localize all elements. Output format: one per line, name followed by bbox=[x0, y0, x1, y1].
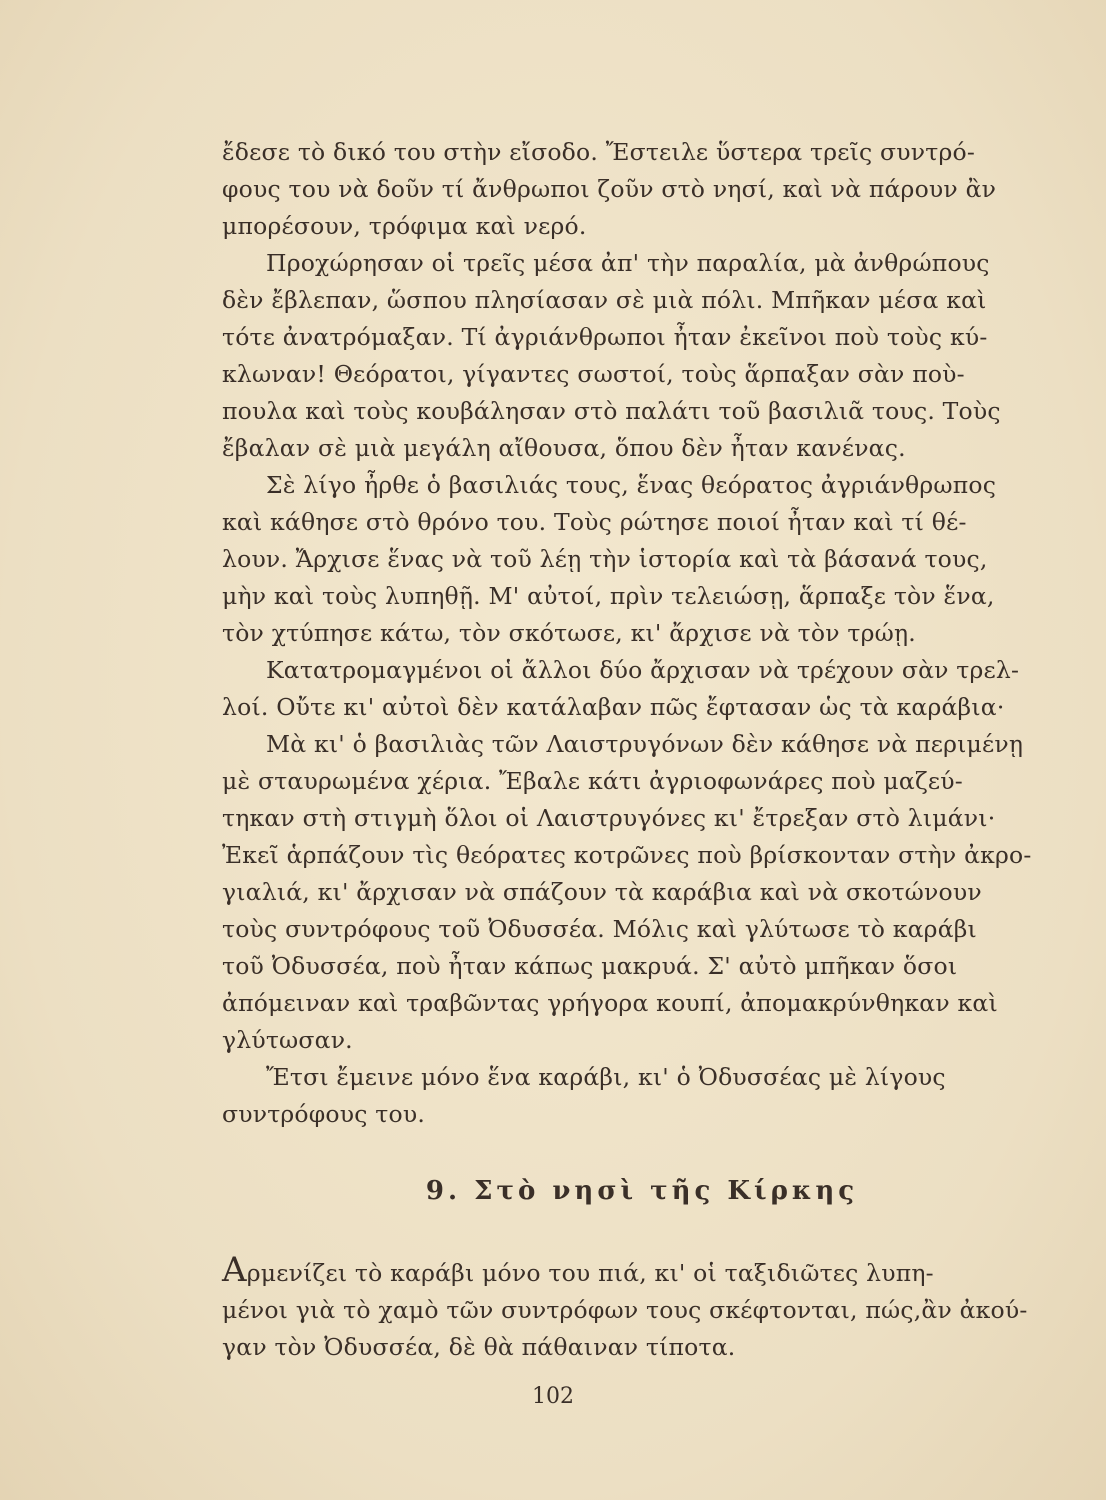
text-line: μένοι γιὰ τὸ χαμὸ τῶν συντρόφων τους σκέφτονται, πώς,ἂν ἀκού- bbox=[222, 1296, 1028, 1324]
text-line: λουν. Ἄρχισε ἕνας νὰ τοῦ λέῃ τὴν ἱστορία καὶ τὰ βάσανά τους, bbox=[222, 545, 988, 573]
text-line: μὲ σταυρωμένα χέρια. Ἔβαλε κάτι ἀγριοφωνάρες ποὺ μαζεύ- bbox=[222, 767, 963, 795]
text-line: τὸν χτύπησε κάτω, τὸν σκότωσε, κι' ἄρχισε νὰ τὸν τρώῃ. bbox=[222, 619, 916, 647]
text-line: τότε ἀνατρόμαξαν. Τί ἀγριάνθρωποι ἦταν ἐκεῖνοι ποὺ τοὺς κύ- bbox=[222, 323, 988, 351]
text-line: Σὲ λίγο ἦρθε ὁ βασιλιάς τους, ἕνας θεόρατος ἀγριάνθρωπος bbox=[266, 471, 997, 499]
text-line: λοί. Οὔτε κι' αὐτοὶ δὲν κατάλαβαν πῶς ἔφτασαν ὡς τὰ καράβια· bbox=[222, 693, 1005, 721]
text-line: ἔδεσε τὸ δικό του στὴν εἴσοδο. Ἔστειλε ὕστερα τρεῖς συντρό- bbox=[222, 138, 975, 166]
chapter-heading: 9. Στὸ νησὶ τῆς Κίρκης bbox=[425, 1176, 859, 1206]
text-line: γαν τὸν Ὀδυσσέα, δὲ θὰ πάθαιναν τίποτα. bbox=[222, 1333, 736, 1361]
drop-cap: Α bbox=[222, 1250, 247, 1290]
text-line: γιαλιά, κι' ἄρχισαν νὰ σπάζουν τὰ καράβια καὶ νὰ σκοτώνουν bbox=[222, 878, 982, 906]
text-line: γλύτωσαν. bbox=[222, 1026, 353, 1054]
main-text bbox=[222, 134, 1062, 1133]
page-number: 102 bbox=[532, 1384, 574, 1409]
chapter-text bbox=[222, 1252, 1062, 1366]
text-line: ἔβαλαν σὲ μιὰ μεγάλη αἴθουσα, ὅπου δὲν ἦταν κανένας. bbox=[222, 434, 906, 462]
text-line: ἀπόμειναν καὶ τραβῶντας γρήγορα κουπί, ἀπομακρύνθηκαν καὶ bbox=[222, 989, 998, 1017]
text-line: κλωναν! Θεόρατοι, γίγαντες σωστοί, τοὺς ἅρπαξαν σὰν ποὺ- bbox=[222, 360, 965, 388]
text-line-content: ρμενίζει τὸ καράβι μόνο του πιά, κι' οἱ ταξιδιῶτες λυπη- bbox=[246, 1259, 934, 1287]
text-line: τοῦ Ὀδυσσέα, ποὺ ἦταν κάπως μακρυά. Σ' αὐτὸ μπῆκαν ὅσοι bbox=[222, 952, 958, 980]
text-line: Ἔτσι ἔμεινε μόνο ἕνα καράβι, κι' ὁ Ὀδυσσέας μὲ λίγους bbox=[266, 1063, 946, 1091]
text-line: Ἐκεῖ ἁρπάζουν τὶς θεόρατες κοτρῶνες ποὺ βρίσκονταν στὴν ἀκρο- bbox=[222, 841, 1032, 869]
text-line: μὴν καὶ τοὺς λυπηθῇ. Μ' αὐτοί, πρὶν τελειώσῃ, ἅρπαξε τὸν ἕνα, bbox=[222, 582, 995, 610]
text-line: πουλα καὶ τοὺς κουβάλησαν στὸ παλάτι τοῦ βασιλιᾶ τους. Τοὺς bbox=[222, 397, 1001, 425]
text-line: δὲν ἔβλεπαν, ὥσπου πλησίασαν σὲ μιὰ πόλι. Μπῆκαν μέσα καὶ bbox=[222, 286, 987, 314]
text-line: καὶ κάθησε στὸ θρόνο του. Τοὺς ρώτησε ποιοί ἦταν καὶ τί θέ- bbox=[222, 508, 967, 536]
text-line: τοὺς συντρόφους τοῦ Ὀδυσσέα. Μόλις καὶ γλύτωσε τὸ καράβι bbox=[222, 915, 977, 943]
text-line: Κατατρομαγμένοι οἱ ἄλλοι δύο ἄρχισαν νὰ τρέχουν σὰν τρελ- bbox=[266, 656, 1020, 684]
text-line: συντρόφους του. bbox=[222, 1100, 426, 1128]
text-line: φους του νὰ δοῦν τί ἄνθρωποι ζοῦν στὸ νησί, καὶ νὰ πάρουν ἂν bbox=[222, 175, 997, 203]
text-line: τηκαν στὴ στιγμὴ ὅλοι οἱ Λαιστρυγόνες κι' ἔτρεξαν στὸ λιμάνι· bbox=[222, 804, 996, 832]
text-line: Προχώρησαν οἱ τρεῖς μέσα ἀπ' τὴν παραλία, μὰ ἀνθρώπους bbox=[266, 249, 990, 277]
text-line: μπορέσουν, τρόφιμα καὶ νερό. bbox=[222, 212, 587, 240]
text-line: Μὰ κι' ὁ βασιλιὰς τῶν Λαιστρυγόνων δὲν κάθησε νὰ περιμένῃ bbox=[266, 730, 1024, 758]
text-line bbox=[222, 1252, 1062, 1292]
